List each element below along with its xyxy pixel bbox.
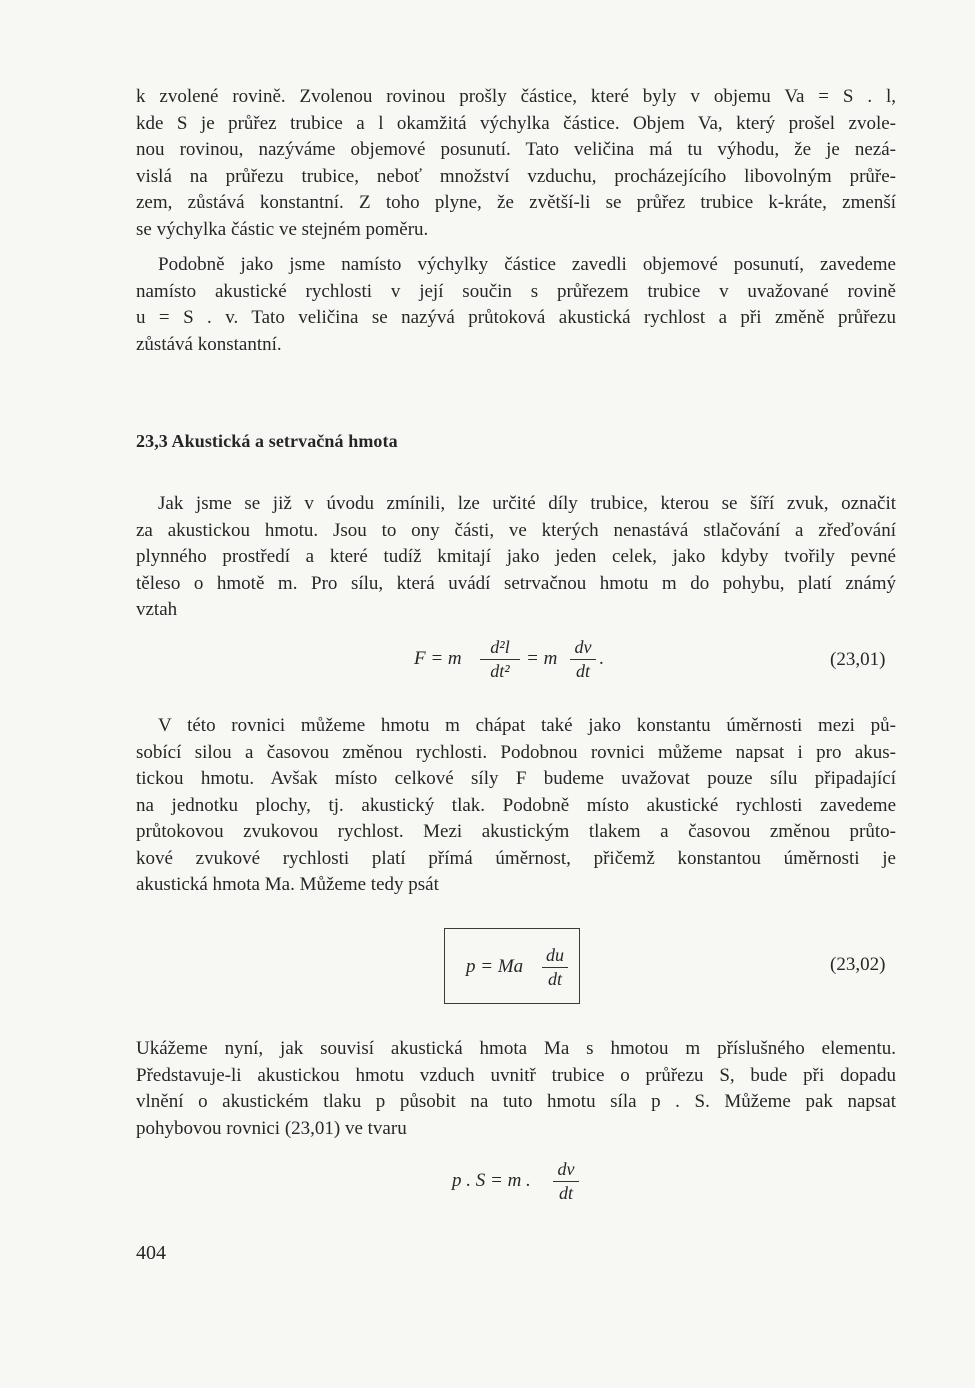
text-line: akustická hmota Ma. Můžeme tedy psát xyxy=(136,874,439,895)
text-line: kové zvukové rychlosti platí přímá úměrnost, přičemž konstantou úměrnosti je xyxy=(136,847,896,869)
equation-number: (23,01) xyxy=(830,649,886,670)
equation-number: (23,02) xyxy=(830,954,886,975)
paragraph-acoustic-mass-relation xyxy=(136,1036,896,1142)
fraction-denominator: dt xyxy=(575,661,590,681)
page-number: 404 xyxy=(136,1242,166,1264)
text-line: vislá na průřezu trubice, neboť množství vzduchu, procházejícího libovolným průře- xyxy=(136,165,896,187)
text-line: namísto akustické rychlosti v její součin s průřezem trubice v uvažované rovině xyxy=(136,280,896,302)
text-line: těleso o hmotě m. Pro sílu, která uvádí setrvačnou hmotu m do pohybu, platí známý xyxy=(136,572,896,594)
text-line: na jednotku plochy, tj. akustický tlak. Podobně místo akustické rychlosti zavedeme xyxy=(136,794,896,816)
text-line: vlnění o akustickém tlaku p působit na tuto hmotu síla p . S. Můžeme pak napsat xyxy=(136,1091,896,1112)
equation-middle: = m xyxy=(526,648,558,669)
text-line: za akustickou hmotu. Jsou to ony části, ve kterých nenastává stlačování a zřeďování xyxy=(136,519,896,541)
text-line: k zvolené rovině. Zvolenou rovinou prošly částice, které byly v objemu Va = S . l, xyxy=(136,86,896,107)
fraction-d2l-dt2 xyxy=(480,636,520,682)
paragraph-volume-velocity xyxy=(136,252,896,358)
fraction-numerator: dv xyxy=(557,1159,575,1179)
fraction-denominator: dt xyxy=(547,969,562,989)
text-line: Jak jsme se již v úvodu zmínili, lze určité díly trubice, kterou se šíří zvuk, označit xyxy=(158,493,896,514)
text-line: V této rovnici můžeme hmotu m chápat také jako konstantu úměrnosti mezi pů- xyxy=(158,715,896,736)
text-line: pohybovou rovnici (23,01) ve tvaru xyxy=(136,1117,407,1139)
equation-lhs: p = Ma xyxy=(466,956,524,977)
paragraph-volume-displacement xyxy=(136,84,896,243)
text-line: kde S je průřez trubice a l okamžitá výchylka částice. Objem Va, který prošel zvole- xyxy=(136,112,896,134)
fraction-dv-dt xyxy=(570,636,596,682)
text-line: zůstává konstantní. xyxy=(136,333,282,355)
equation-lhs: p . S = m . xyxy=(452,1170,531,1191)
text-line: nou rovinou, nazýváme objemové posunutí. Tato veličina má tu výhodu, že je nezá- xyxy=(136,139,896,160)
fraction-du-dt xyxy=(542,944,568,990)
text-line: u = S . v. Tato veličina se nazývá průtoková akustická rychlost a při změně průřezu xyxy=(136,307,896,328)
text-line: sobící silou a časovou změnou rychlosti. Podobnou rovnici můžeme napsat i pro akus- xyxy=(136,741,896,763)
fraction-denominator: dt xyxy=(558,1183,573,1203)
equation-period: . xyxy=(599,648,604,669)
fraction-dv-dt xyxy=(553,1158,579,1204)
text-line: tickou hmotu. Avšak místo celkové síly F budeme uvažovat pouze sílu připadající xyxy=(136,768,896,789)
text-line: zem, zůstává konstantní. Z toho plyne, že zvětší-li se průřez trubice k-kráte, zmenší xyxy=(136,192,896,213)
paragraph-acoustic-mass-definition xyxy=(136,713,896,899)
text-line: se výchylka částic ve stejném poměru. xyxy=(136,218,429,240)
text-line: Představuje-li akustickou hmotu vzduch uvnitř trubice o průřezu S, bude při dopadu xyxy=(136,1064,896,1086)
fraction-numerator: d²l xyxy=(490,637,510,657)
equation-lhs: F = m xyxy=(414,648,462,669)
fraction-numerator: dv xyxy=(574,637,592,657)
fraction-numerator: du xyxy=(546,945,564,965)
fraction-denominator: dt² xyxy=(490,661,510,681)
text-line: Ukážeme nyní, jak souvisí akustická hmota Ma s hmotou m příslušného elementu. xyxy=(136,1038,896,1059)
text-line: průtokovou zvukovou rychlost. Mezi akustickým tlakem a časovou změnou průto- xyxy=(136,821,896,842)
text-line: Podobně jako jsme namísto výchylky částice zavedli objemové posunutí, zavedeme xyxy=(158,254,896,275)
text-line: vztah xyxy=(136,599,178,620)
paragraph-acoustic-mass-intro xyxy=(136,491,896,624)
text-line: plynného prostředí a které tudíž kmitají jako jeden celek, jako kdyby tvořily pevné xyxy=(136,546,896,567)
section-heading: 23,3 Akustická a setrvačná hmota xyxy=(136,431,398,451)
